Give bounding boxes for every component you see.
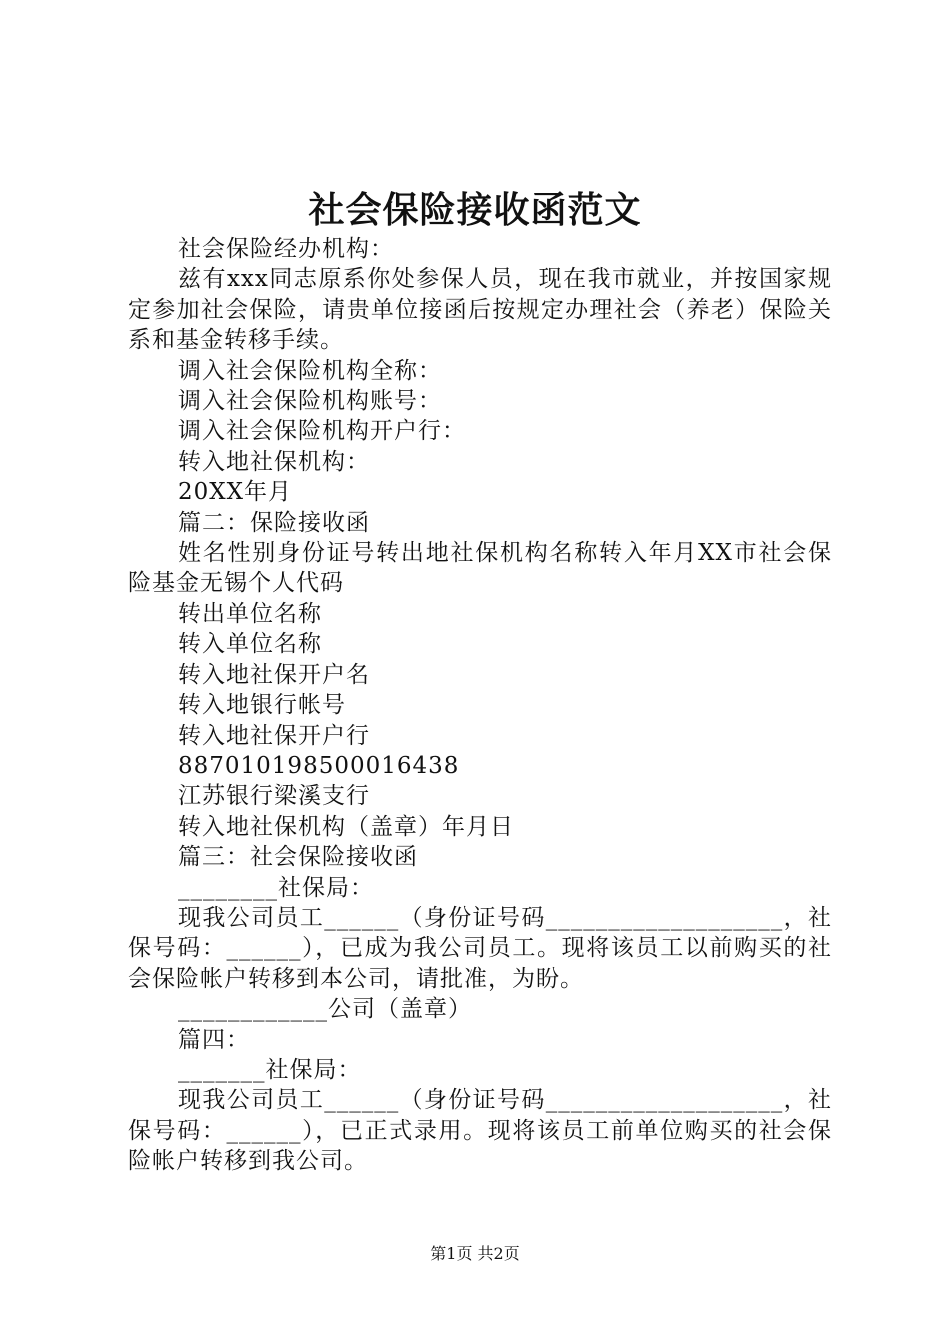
paragraph: 转入地社保开户名	[178, 661, 370, 688]
section-heading: 篇四：	[178, 1026, 250, 1053]
page-footer: 第1页 共2页	[430, 1244, 520, 1263]
paragraph: ____________公司（盖章）	[178, 996, 472, 1023]
paragraph: 姓名性别身份证号转出地社保机构名称转入年月XX市社会保险基金无锡个人代码	[128, 540, 832, 597]
paragraph: 转入地银行帐号	[178, 692, 346, 719]
paragraph: ________社保局：	[178, 874, 374, 901]
paragraph: _______社保局：	[178, 1056, 362, 1083]
paragraph: 转出单位名称	[178, 600, 322, 627]
section-heading: 篇三：社会保险接收函	[178, 844, 418, 871]
paragraph: 转入单位名称	[178, 631, 322, 658]
paragraph: 转入地社保开户行	[178, 722, 370, 749]
paragraph: 现我公司员工______（身份证号码___________________，社保号码：______），已正式录用。现将该员工前单位购买的社会保险帐户转移到我公司。	[128, 1087, 832, 1175]
paragraph: 887010198500016438	[178, 752, 460, 779]
paragraph: 调入社会保险机构账号：	[178, 388, 442, 415]
paragraph: 江苏银行梁溪支行	[178, 783, 370, 810]
paragraph: 转入地社保机构（盖章）年月日	[178, 813, 514, 840]
document-body	[128, 234, 832, 1177]
paragraph: 兹有xxx同志原系你处参保人员，现在我市就业，并按国家规定参加社会保险，请贵单位接函后按规定办理社会（养老）保险关系和基金转移手续。	[128, 266, 832, 354]
document-title: 社会保险接收函范文	[308, 189, 642, 231]
paragraph: 调入社会保险机构全称：	[178, 357, 442, 384]
paragraph: 调入社会保险机构开户行：	[178, 418, 466, 445]
paragraph: 现我公司员工______（身份证号码___________________，社保号码：______），已成为我公司员工。现将该员工以前购买的社会保险帐户转移到本公司，请批准，为盼。	[128, 904, 832, 992]
paragraph: 20XX年月	[178, 479, 293, 506]
paragraph: 转入地社保机构：	[178, 448, 370, 475]
paragraph: 社会保险经办机构：	[178, 236, 394, 262]
section-heading: 篇二：保险接收函	[178, 509, 370, 536]
